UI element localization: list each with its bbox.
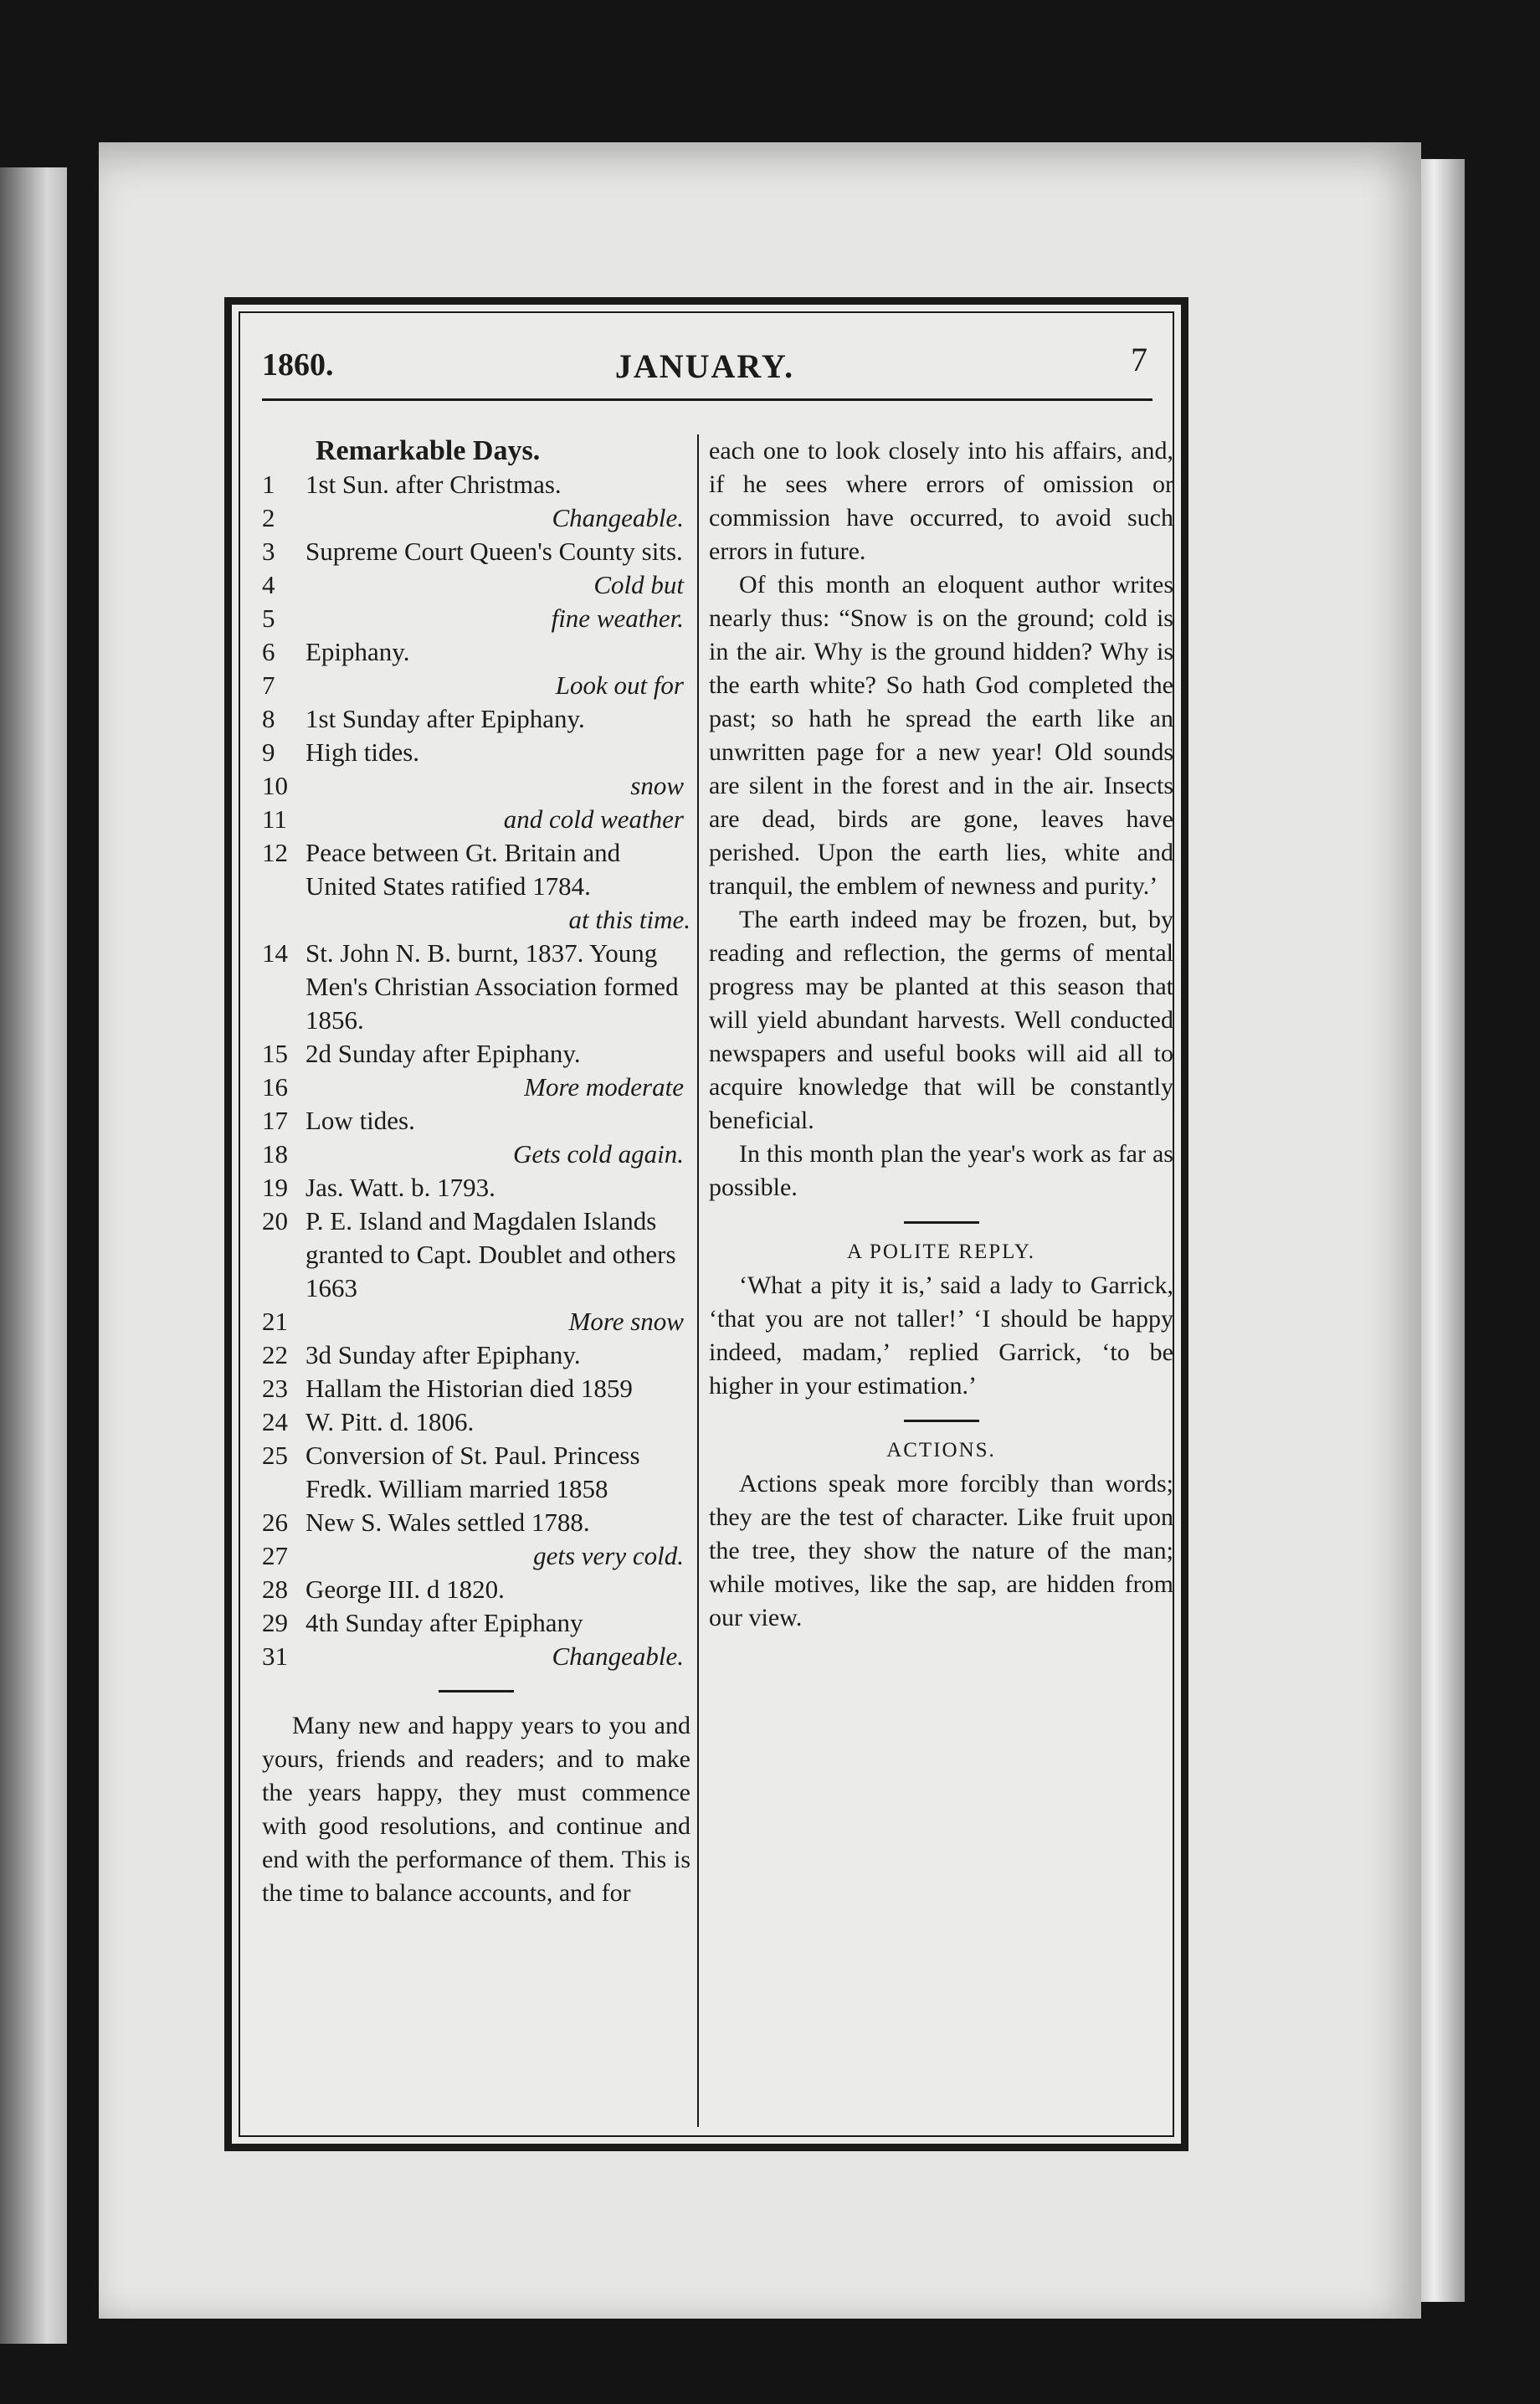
section-rule [904, 1221, 979, 1224]
day-row [262, 568, 690, 602]
day-row [262, 1573, 690, 1606]
day-number: 29 [262, 1608, 288, 1637]
day-number: 12 [262, 838, 288, 867]
day-event: More snow [568, 1307, 684, 1336]
day-number: 31 [262, 1641, 288, 1671]
page-number: 7 [1131, 341, 1147, 378]
day-row [262, 803, 690, 836]
header-rule [262, 398, 1152, 401]
day-event: 2d Sunday after Epiphany. [305, 1039, 581, 1068]
actions-heading: ACTIONS. [886, 1439, 996, 1461]
day-event: Low tides. [305, 1106, 415, 1135]
day-event: gets very cold. [533, 1541, 684, 1570]
day-row [262, 1305, 690, 1338]
day-row [262, 602, 690, 635]
day-row [262, 736, 690, 769]
day-number: 7 [262, 670, 275, 700]
day-event: Cold but [593, 570, 684, 599]
day-event: Conversion of St. Paul. Princess Fredk. William married 1858 [305, 1441, 640, 1503]
day-event: snow [630, 771, 684, 800]
day-event: 3d Sunday after Epiphany. [305, 1340, 581, 1369]
day-row [262, 501, 690, 535]
day-row [262, 468, 690, 501]
actions-text: Actions speak more forcibly than words; they are the test of character. Like fruit upon the tree, they show the nature of the man; while motives, like the sap, are hidden from our view. [709, 1470, 1173, 1631]
polite-reply-heading: A POLITE REPLY. [847, 1241, 1035, 1263]
day-event: Supreme Court Queen's County sits. [305, 537, 683, 566]
day-number: 6 [262, 637, 275, 666]
day-row [262, 535, 690, 568]
day-row [262, 1506, 690, 1539]
day-number: 14 [262, 938, 288, 968]
day-number: 3 [262, 537, 275, 566]
day-event: Changeable. [552, 1641, 684, 1671]
eloquent-author-paragraph: Of this month an eloquent author writes nearly thus: “Snow is on the ground; cold is in the air. Why is the ground hidden? Why is the earth white? So hath God completed the past; so hath he spread the earth like an unwritten page for a new year! Old sounds are silent in the forest and in the air. Insects are dead, birds are gone, leaves have perished. Upon the earth lies, white and tranquil, the emblem of newness and purity.’ [709, 571, 1173, 900]
day-row [262, 1640, 690, 1673]
day-number: 8 [262, 704, 275, 733]
page-right-edge [1414, 159, 1465, 2302]
right-column [709, 434, 1173, 1635]
day-number: 27 [262, 1541, 288, 1570]
header-year: 1860. [262, 347, 334, 383]
day-number: 22 [262, 1340, 288, 1369]
day-number: 28 [262, 1574, 288, 1604]
day-number: 17 [262, 1106, 288, 1135]
day-event: Gets cold again. [512, 1139, 684, 1169]
day-event: fine weather. [551, 604, 684, 633]
day-weather-note: at this time. [568, 905, 690, 934]
day-number: 11 [262, 804, 287, 834]
day-row [262, 1104, 690, 1138]
almanac-frame [224, 297, 1188, 2151]
day-row [262, 1539, 690, 1573]
reflection-paragraph: The earth indeed may be frozen, but, by reading and reflection, the germs of mental progress may be planted at this season that will yield abundant harvests. Well conducted newspapers and useful books will aid all to acquire knowledge that will be constantly beneficial. [709, 906, 1173, 1134]
day-number: 5 [262, 604, 275, 633]
day-number: 18 [262, 1139, 288, 1169]
day-event: Jas. Watt. b. 1793. [305, 1173, 495, 1202]
day-event: Hallam the Historian died 1859 [305, 1374, 633, 1403]
day-number: 9 [262, 737, 275, 767]
day-row [262, 836, 690, 937]
day-row [262, 1606, 690, 1640]
day-row [262, 1138, 690, 1171]
left-column [262, 434, 690, 1910]
day-row [262, 635, 690, 669]
day-event: 1st Sunday after Epiphany. [305, 704, 585, 733]
day-event: Peace between Gt. Britain and United States ratified 1784. [305, 838, 621, 901]
day-row [262, 1071, 690, 1104]
day-number: 20 [262, 1206, 288, 1235]
day-event: W. Pitt. d. 1806. [305, 1407, 475, 1436]
left-page-edge [0, 167, 67, 2344]
day-row [262, 1205, 690, 1305]
section-rule [439, 1690, 514, 1693]
day-row [262, 669, 690, 702]
plan-year-paragraph: In this month plan the year's work as far as possible. [709, 1140, 1173, 1201]
day-row [262, 937, 690, 1037]
day-row [262, 1405, 690, 1439]
day-number: 2 [262, 503, 275, 532]
day-number: 10 [262, 771, 288, 800]
day-number: 21 [262, 1307, 288, 1336]
day-row [262, 1372, 690, 1405]
affairs-paragraph: each one to look closely into his affairs, and, if he sees where errors of omission or commission have occurred, to avoid such errors in future. [709, 437, 1173, 565]
new-year-paragraph: Many new and happy years to you and yours, friends and readers; and to make the years happy, they must commence with good resolutions, and continue and end with the performance of them. This is the time to balance accounts, and for [262, 1712, 690, 1907]
day-number: 26 [262, 1508, 288, 1537]
day-event: 4th Sunday after Epiphany [305, 1608, 583, 1637]
day-event: P. E. Island and Magdalen Islands granted to Capt. Doublet and others 1663 [305, 1206, 676, 1302]
day-event: More moderate [524, 1072, 684, 1102]
day-row [262, 1439, 690, 1506]
day-event: 1st Sun. after Christmas. [305, 470, 562, 499]
day-number: 24 [262, 1407, 288, 1436]
header-month: JANUARY. [614, 347, 795, 385]
column-divider [697, 434, 699, 2127]
day-event: St. John N. B. burnt, 1837. Young Men's Christian Association formed 1856. [305, 938, 679, 1035]
day-row [262, 702, 690, 736]
day-row [262, 1037, 690, 1071]
day-event: Epiphany. [305, 637, 410, 666]
day-number: 23 [262, 1374, 288, 1403]
day-event: New S. Wales settled 1788. [305, 1508, 590, 1537]
day-number: 16 [262, 1072, 288, 1102]
day-event: and cold weather [503, 804, 684, 834]
day-event: Changeable. [552, 503, 684, 532]
section-rule [904, 1420, 979, 1422]
day-number: 19 [262, 1173, 288, 1202]
day-number: 15 [262, 1039, 288, 1068]
remarkable-days-heading: Remarkable Days. [316, 435, 541, 466]
day-row [262, 1338, 690, 1372]
remarkable-days-list [262, 468, 690, 1673]
day-event: Look out for [555, 670, 684, 700]
day-row [262, 769, 690, 803]
page-header [262, 341, 1147, 397]
day-event: George III. d 1820. [305, 1574, 505, 1604]
day-number: 25 [262, 1441, 288, 1470]
day-event: High tides. [305, 737, 420, 767]
day-row [262, 1171, 690, 1205]
day-number: 4 [262, 570, 275, 599]
day-number: 1 [262, 470, 275, 499]
polite-reply-text: ‘What a pity it is,’ said a lady to Garrick, ‘that you are not taller!’ ‘I should be happy indeed, madam,’ replied Garrick, ‘to be higher in your estimation.’ [709, 1271, 1173, 1400]
